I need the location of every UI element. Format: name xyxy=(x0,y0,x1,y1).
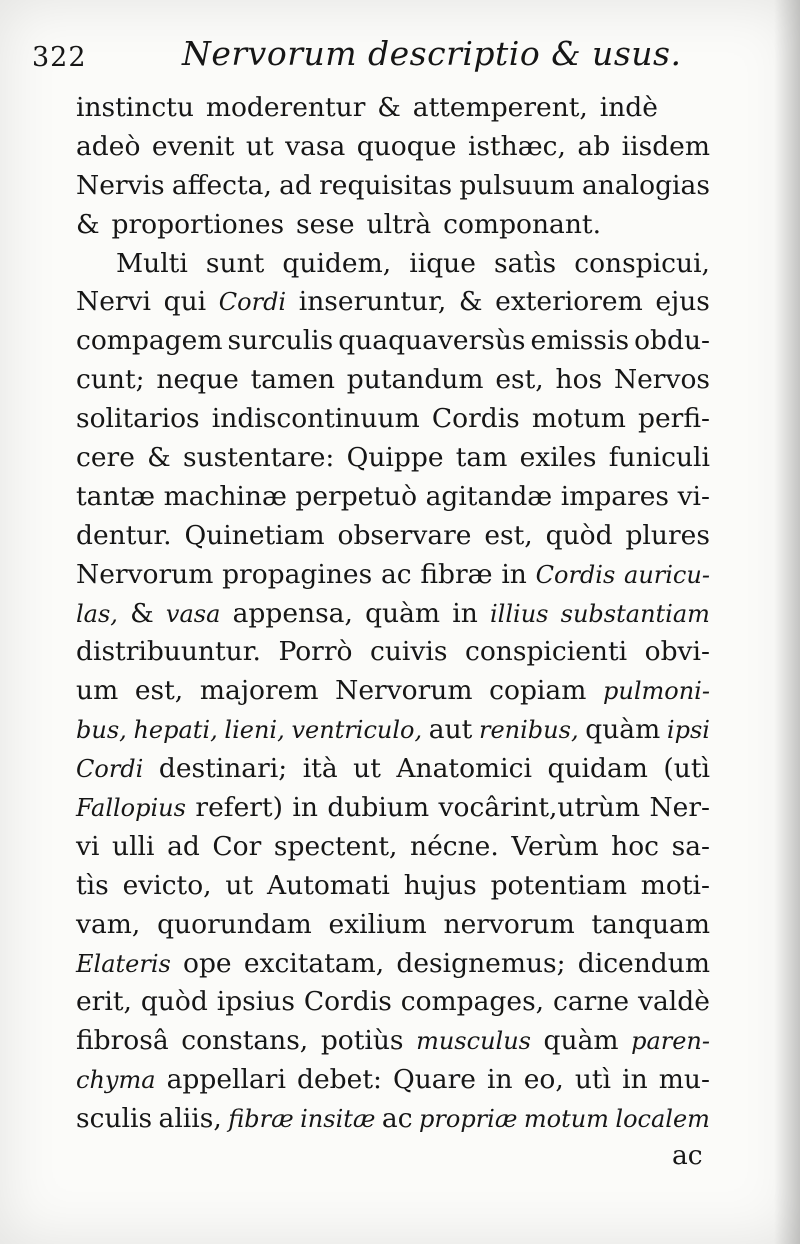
italic-word: fibræ xyxy=(228,1105,294,1134)
word: analogias xyxy=(582,169,710,201)
word: copiam xyxy=(489,675,587,707)
italic-word: pulmoni- xyxy=(603,677,710,706)
text-line xyxy=(76,322,710,361)
italic-word: illius xyxy=(489,599,549,628)
word: fibræ xyxy=(420,558,493,590)
word: debet: xyxy=(297,1064,382,1096)
word: Automati xyxy=(266,869,390,901)
word: attemperent, xyxy=(412,92,588,123)
word: & xyxy=(458,286,483,318)
text-line xyxy=(76,595,710,634)
word: surculis xyxy=(227,325,334,357)
word: vi xyxy=(76,830,100,862)
word: motum xyxy=(531,403,626,435)
text-line xyxy=(76,789,710,828)
text-line xyxy=(76,89,710,128)
word: quòd xyxy=(545,519,613,551)
word: est, xyxy=(495,364,544,396)
text-line xyxy=(76,283,710,322)
word: exilium xyxy=(328,908,427,940)
text-line xyxy=(76,400,710,439)
word: vam, xyxy=(76,908,141,940)
word: excitatam, xyxy=(243,947,385,979)
word: quòd xyxy=(140,986,208,1018)
word: Quare xyxy=(393,1064,476,1096)
word: ulli xyxy=(112,830,155,862)
text-line xyxy=(76,1100,710,1139)
word: vasa xyxy=(285,130,346,162)
word: Cordis xyxy=(303,986,392,1018)
word: dubium xyxy=(327,792,430,824)
word: affecta, xyxy=(171,169,272,201)
word: impares xyxy=(560,480,670,512)
word: compagem xyxy=(76,325,223,357)
word: sese xyxy=(296,208,355,240)
page-number: 322 xyxy=(32,42,87,73)
word: ipsius xyxy=(216,986,295,1018)
word: propagines xyxy=(222,558,373,590)
italic-word: musculus xyxy=(416,1027,531,1056)
word: spectent, xyxy=(273,830,398,862)
word: Nervis xyxy=(76,169,165,201)
word: proportiones xyxy=(111,208,285,240)
word: requisitas xyxy=(319,169,453,201)
text-line xyxy=(76,1022,710,1061)
text-line xyxy=(76,556,710,595)
word: Ner- xyxy=(649,792,710,824)
word: ab xyxy=(577,130,611,162)
word: in xyxy=(622,1064,648,1096)
italic-word: auricu- xyxy=(624,560,710,589)
word: adeò xyxy=(76,130,141,162)
word: (utì xyxy=(663,753,710,785)
word: iisdem xyxy=(621,130,710,162)
word: aliis, xyxy=(158,1103,222,1135)
word: appellari xyxy=(166,1064,286,1096)
word: erit, xyxy=(76,986,132,1018)
word: hujus xyxy=(403,869,477,901)
text-line xyxy=(76,517,710,556)
text-line xyxy=(76,128,710,167)
text-line xyxy=(76,206,710,245)
word: & xyxy=(130,597,154,629)
word: Porrò xyxy=(278,636,353,668)
word: quidem, xyxy=(282,247,392,279)
catchword: ac xyxy=(672,1140,703,1171)
word: Nervi xyxy=(76,286,151,318)
word: hoc xyxy=(611,830,660,862)
italic-word: lieni, xyxy=(224,716,285,745)
word: agitandæ xyxy=(425,480,553,512)
word: quàm xyxy=(585,714,661,746)
text-line xyxy=(76,672,710,711)
italic-word: Elateris xyxy=(76,949,171,978)
italic-word: Fallopius xyxy=(76,794,186,823)
word: neque xyxy=(156,364,239,396)
italic-word: bus, xyxy=(76,716,127,745)
italic-word: vasa xyxy=(165,599,221,628)
word: quàm xyxy=(543,1025,619,1057)
word: Cor xyxy=(212,830,262,862)
word: evicto, xyxy=(122,869,212,901)
word: in xyxy=(487,1064,513,1096)
word: destinari; xyxy=(158,753,288,785)
word: in xyxy=(501,558,527,590)
word: sustentare: xyxy=(182,442,335,474)
word: valdè xyxy=(638,986,710,1018)
word: ut xyxy=(225,869,254,901)
word: refert) xyxy=(195,792,283,824)
word: quidam xyxy=(547,753,648,785)
word: iique xyxy=(409,247,476,279)
word: Quinetiam xyxy=(184,519,325,551)
word: & xyxy=(377,92,401,123)
italic-word: las, xyxy=(76,599,118,628)
word: cere xyxy=(76,442,135,474)
text-line xyxy=(76,711,710,750)
word: Cordis xyxy=(431,403,520,435)
text-line xyxy=(76,983,710,1022)
italic-word: localem xyxy=(615,1105,710,1134)
word: componant. xyxy=(443,208,601,240)
word: tanquam xyxy=(591,908,710,940)
word: ac xyxy=(381,1103,413,1135)
word: sunt xyxy=(205,247,265,279)
word: tam xyxy=(455,442,508,474)
word: Quippe xyxy=(346,442,444,474)
word: mu- xyxy=(658,1064,710,1096)
word: ejus xyxy=(655,286,710,318)
word: majorem xyxy=(199,675,319,707)
word: plures xyxy=(625,519,710,551)
word: appensa, xyxy=(232,597,353,629)
text-line xyxy=(76,867,710,906)
word: ad xyxy=(167,830,200,862)
word: conspicienti xyxy=(465,636,628,668)
word: perpetuò xyxy=(295,480,418,512)
word: dentur. xyxy=(76,519,172,551)
word: emissis xyxy=(530,325,630,357)
word: quàm xyxy=(365,597,441,629)
word: distribuuntur. xyxy=(76,636,261,668)
italic-word: Cordi xyxy=(218,288,287,317)
word: Anatomici xyxy=(396,753,532,785)
word: tìs xyxy=(76,869,109,901)
word: exiles xyxy=(519,442,597,474)
word: perfi- xyxy=(638,403,710,435)
word: ad xyxy=(279,169,312,201)
word: nécne. xyxy=(410,830,499,862)
word: potiùs xyxy=(320,1025,404,1057)
text-line xyxy=(76,906,710,945)
italic-word: ipsi xyxy=(666,716,710,745)
text-line xyxy=(76,245,710,284)
word: eo, xyxy=(523,1064,564,1096)
text-line xyxy=(76,945,710,984)
word: ut xyxy=(245,130,274,162)
word: nervorum xyxy=(443,908,575,940)
word: funiculi xyxy=(608,442,710,474)
word: observare xyxy=(337,519,472,551)
word: potentiam xyxy=(490,869,627,901)
word: utì xyxy=(574,1064,612,1096)
word: pulsuum xyxy=(459,169,575,201)
word: ut xyxy=(353,753,381,785)
word: fibrosâ xyxy=(76,1025,169,1057)
page-header xyxy=(32,34,772,90)
word: ac xyxy=(380,558,412,590)
text-line xyxy=(76,1061,710,1100)
word: Nervorum xyxy=(335,675,473,707)
word: cunt; xyxy=(76,364,145,396)
word: compages, xyxy=(400,986,545,1018)
text-line xyxy=(76,167,710,206)
italic-word: hepati, xyxy=(133,716,218,745)
word: instinctu xyxy=(76,92,194,123)
word: in xyxy=(452,597,478,629)
word: evenit xyxy=(151,130,235,162)
word: sculis xyxy=(76,1103,153,1135)
word: aut xyxy=(428,714,473,746)
italic-word: insitæ xyxy=(300,1105,376,1134)
word: satìs xyxy=(494,247,557,279)
word: moti- xyxy=(640,869,710,901)
text-line xyxy=(76,633,710,672)
word: designemus; xyxy=(396,947,566,979)
word: ità xyxy=(302,753,338,785)
italic-word: Cordi xyxy=(76,755,144,784)
italic-word: ventriculo, xyxy=(291,716,423,745)
word: um xyxy=(76,675,119,707)
italic-word: Cordis xyxy=(535,560,616,589)
word: putandum xyxy=(346,364,484,396)
word: vocârint,utrùm xyxy=(438,792,640,824)
word: solitarios xyxy=(76,403,200,435)
word: Nervorum xyxy=(76,558,214,590)
word: constans, xyxy=(181,1025,309,1057)
word: sa- xyxy=(671,830,710,862)
word: carne xyxy=(553,986,630,1018)
italic-word: chyma xyxy=(76,1066,156,1095)
word: obdu- xyxy=(634,325,710,357)
word: est, xyxy=(134,675,184,707)
text-line xyxy=(76,478,710,517)
word: & xyxy=(76,208,100,240)
word: isthæc, xyxy=(467,130,566,162)
italic-word: substantiam xyxy=(560,599,710,628)
word: & xyxy=(147,442,171,474)
word: qui xyxy=(163,286,207,318)
word: quoque xyxy=(356,130,457,162)
word: tamen xyxy=(250,364,335,396)
word: quaquaversùs xyxy=(338,325,526,357)
word: tantæ xyxy=(76,480,156,512)
word: indiscontinuum xyxy=(211,403,420,435)
word: exteriorem xyxy=(495,286,643,318)
word: hos xyxy=(555,364,603,396)
word: vi- xyxy=(677,480,710,512)
italic-word: propriæ xyxy=(419,1105,518,1134)
running-head: Nervorum descriptio & usus. xyxy=(182,34,682,73)
word: dicendum xyxy=(577,947,710,979)
word: quorundam xyxy=(157,908,312,940)
text-line xyxy=(76,750,710,789)
word: Nervos xyxy=(613,364,710,396)
word: est, xyxy=(484,519,533,551)
word: indè xyxy=(599,92,658,123)
text-line xyxy=(76,361,710,400)
italic-word: renibus, xyxy=(479,716,579,745)
italic-word: paren- xyxy=(631,1027,710,1056)
word: cuivis xyxy=(370,636,448,668)
word: obvi- xyxy=(644,636,710,668)
word: inseruntur, xyxy=(298,286,447,318)
word: in xyxy=(292,792,318,824)
italic-word: motum xyxy=(523,1105,609,1134)
text-line xyxy=(76,828,710,867)
word: Verùm xyxy=(511,830,599,862)
word: Multi xyxy=(116,247,188,279)
word: ultrà xyxy=(366,208,432,240)
word: machinæ xyxy=(163,480,287,512)
word: moderentur xyxy=(205,92,366,123)
word: ope xyxy=(183,947,232,979)
body-text xyxy=(76,89,710,1139)
word: conspicui, xyxy=(574,247,710,279)
gutter-shadow xyxy=(774,0,800,1244)
text-line xyxy=(76,439,710,478)
